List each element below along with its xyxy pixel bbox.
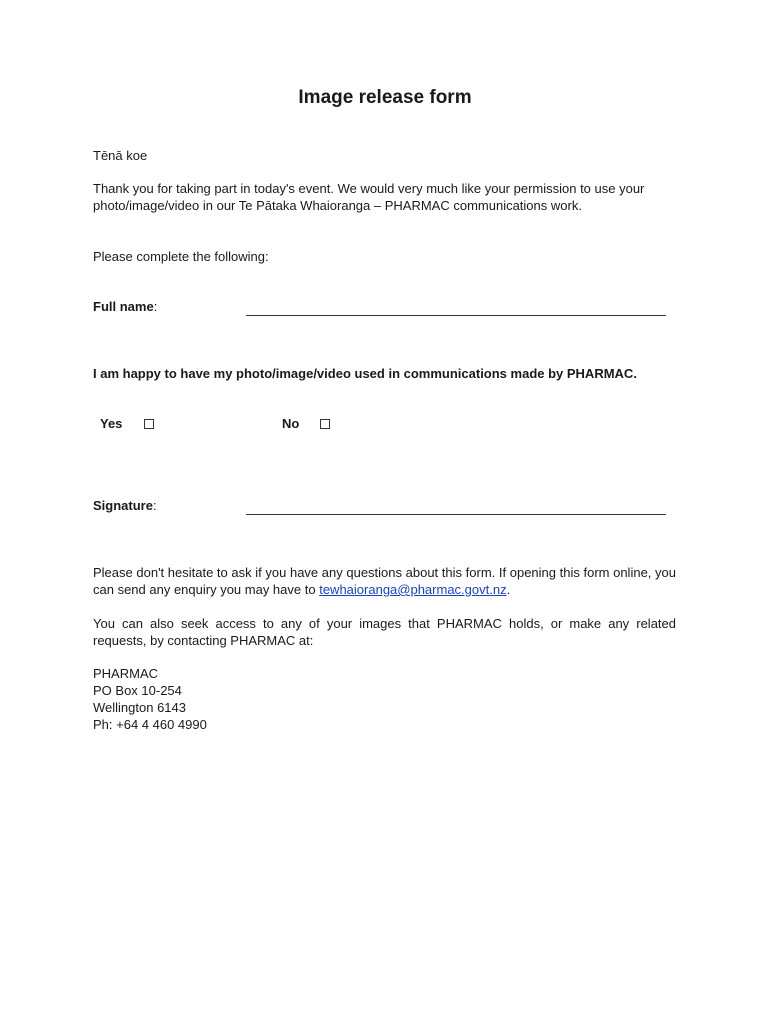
address-po-box: PO Box 10-254 [93,683,182,698]
yes-checkbox[interactable] [144,419,154,429]
email-suffix: . [506,582,511,597]
yes-label: Yes [100,416,123,431]
page-title: Image release form [298,87,472,108]
full-name-label [93,299,157,314]
intro-paragraph: Thank you for taking part in today's event. We would very much like your permission to use your photo/image/video in our Te Pātaka Whaioranga – PHARMAC communications work. [93,181,645,213]
access-paragraph: You can also seek access to any of your images that PHARMAC holds, or make any related requests, by contacting PHARMAC at: [93,616,676,648]
address-phone: Ph: +64 4 460 4990 [93,717,207,732]
full-name-colon: : [153,299,158,314]
full-name-field[interactable] [246,315,666,316]
consent-statement: I am happy to have my photo/image/video used in communications made by PHARMAC. [93,366,637,381]
no-checkbox[interactable] [320,419,330,429]
questions-paragraph [93,564,676,598]
signature-field[interactable] [246,514,666,515]
signature-colon: : [152,498,157,513]
full-name-label-text: Full name [93,299,154,314]
greeting: Tēnā koe [93,148,148,163]
questions-text: Please don't hesitate to ask if you have any questions about this form. If opening this form online, you can send any enquiry you may have to [93,565,676,597]
email-link[interactable]: tewhaioranga@pharmac.govt.nz [319,582,507,597]
instruction-text: Please complete the following: [93,249,269,264]
signature-label [93,498,157,513]
no-label: No [282,416,300,431]
address-block [93,665,676,733]
signature-label-text: Signature [93,498,153,513]
address-org: PHARMAC [93,666,159,681]
address-city: Wellington 6143 [93,700,186,715]
